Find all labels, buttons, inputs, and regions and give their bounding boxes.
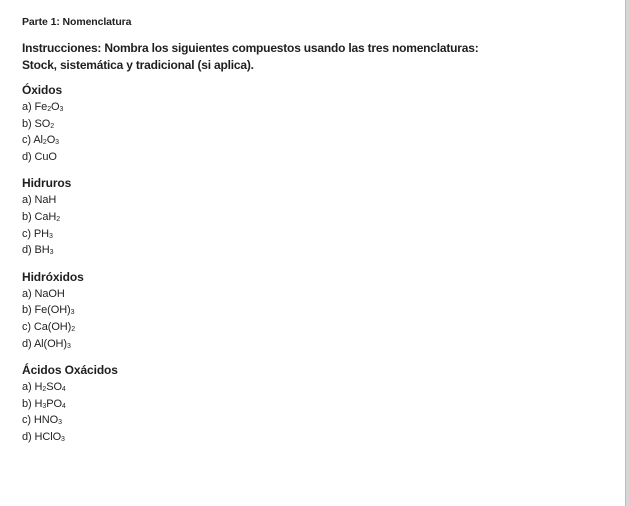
chemical-formula: $H_3PO_4$ (34, 397, 66, 410)
part-title: Parte 1: Nomenclatura (22, 16, 132, 28)
chemical-formula: $Fe(OH)_3$ (34, 304, 75, 317)
item-letter: c) (22, 227, 34, 240)
chemical-formula: $PH_3$ (33, 227, 53, 240)
chemical-formula: CuO (34, 150, 57, 163)
compound-item (22, 149, 612, 166)
compound-item (22, 412, 612, 429)
chemical-formula: NaH (34, 194, 57, 207)
compound-item (22, 116, 612, 133)
item-letter: b) (22, 210, 35, 223)
page-edge (625, 0, 629, 506)
item-letter: d) (22, 150, 35, 163)
chemical-formula: $SO_2$ (34, 117, 55, 130)
compound-item (22, 379, 612, 396)
section-title: Hidróxidos (22, 269, 84, 284)
section-title: Ácidos Oxácidos (22, 363, 118, 378)
compound-item (22, 396, 612, 413)
compound-item (22, 99, 612, 116)
item-letter: d) (22, 430, 35, 443)
item-letter: d) (22, 337, 34, 350)
item-letter: d) (22, 244, 35, 257)
section-acidos-oxacidos (22, 362, 612, 445)
chemical-formula: $Al(OH)_3$ (33, 337, 71, 350)
section-oxidos (22, 82, 612, 165)
compound-item (22, 302, 612, 319)
compound-item (22, 286, 612, 303)
item-letter: c) (22, 320, 34, 333)
chemical-formula: HClO$_3$ (34, 430, 65, 443)
section-hidroxidos (22, 269, 612, 352)
item-letter: a) (22, 287, 35, 300)
compound-item (22, 429, 612, 446)
item-letter: b) (22, 304, 35, 317)
item-letter: a) (22, 194, 35, 207)
item-letter: c) (22, 414, 34, 427)
chemical-formula: $Fe_2O_3$ (34, 101, 64, 113)
compound-item (22, 192, 612, 209)
instructions-line-2: Stock, sistemática y tradicional (si aplica). (22, 58, 254, 72)
chemical-formula: $Al_2O_3$ (33, 134, 59, 147)
chemical-formula: $HNO_3$ (33, 414, 62, 427)
chemical-formula: CaH$_2$ (34, 210, 61, 223)
section-hidruros (22, 175, 612, 258)
instructions (22, 40, 612, 74)
item-letter: a) (22, 101, 35, 113)
compound-item (22, 226, 612, 243)
compound-item (22, 209, 612, 226)
compound-item (22, 336, 612, 353)
item-letter: c) (22, 134, 34, 147)
document-content (22, 16, 612, 456)
item-letter: b) (22, 397, 35, 410)
chemical-formula: $Ca(OH)_2$ (33, 320, 76, 333)
compound-item (22, 132, 612, 149)
compound-item (22, 242, 612, 259)
item-letter: b) (22, 117, 35, 130)
chemical-formula: $BH_3$ (34, 244, 54, 257)
chemical-formula: NaOH (34, 287, 65, 300)
section-title: Óxidos (22, 83, 63, 97)
item-letter: a) (22, 381, 35, 394)
instructions-line-1: Instrucciones: Nombra los siguientes compuestos usando las tres nomenclaturas: (22, 41, 479, 55)
section-title: Hidruros (22, 176, 72, 191)
chemical-formula: $H_2SO_4$ (34, 381, 66, 394)
sections-container (22, 82, 612, 446)
compound-item (22, 319, 612, 336)
